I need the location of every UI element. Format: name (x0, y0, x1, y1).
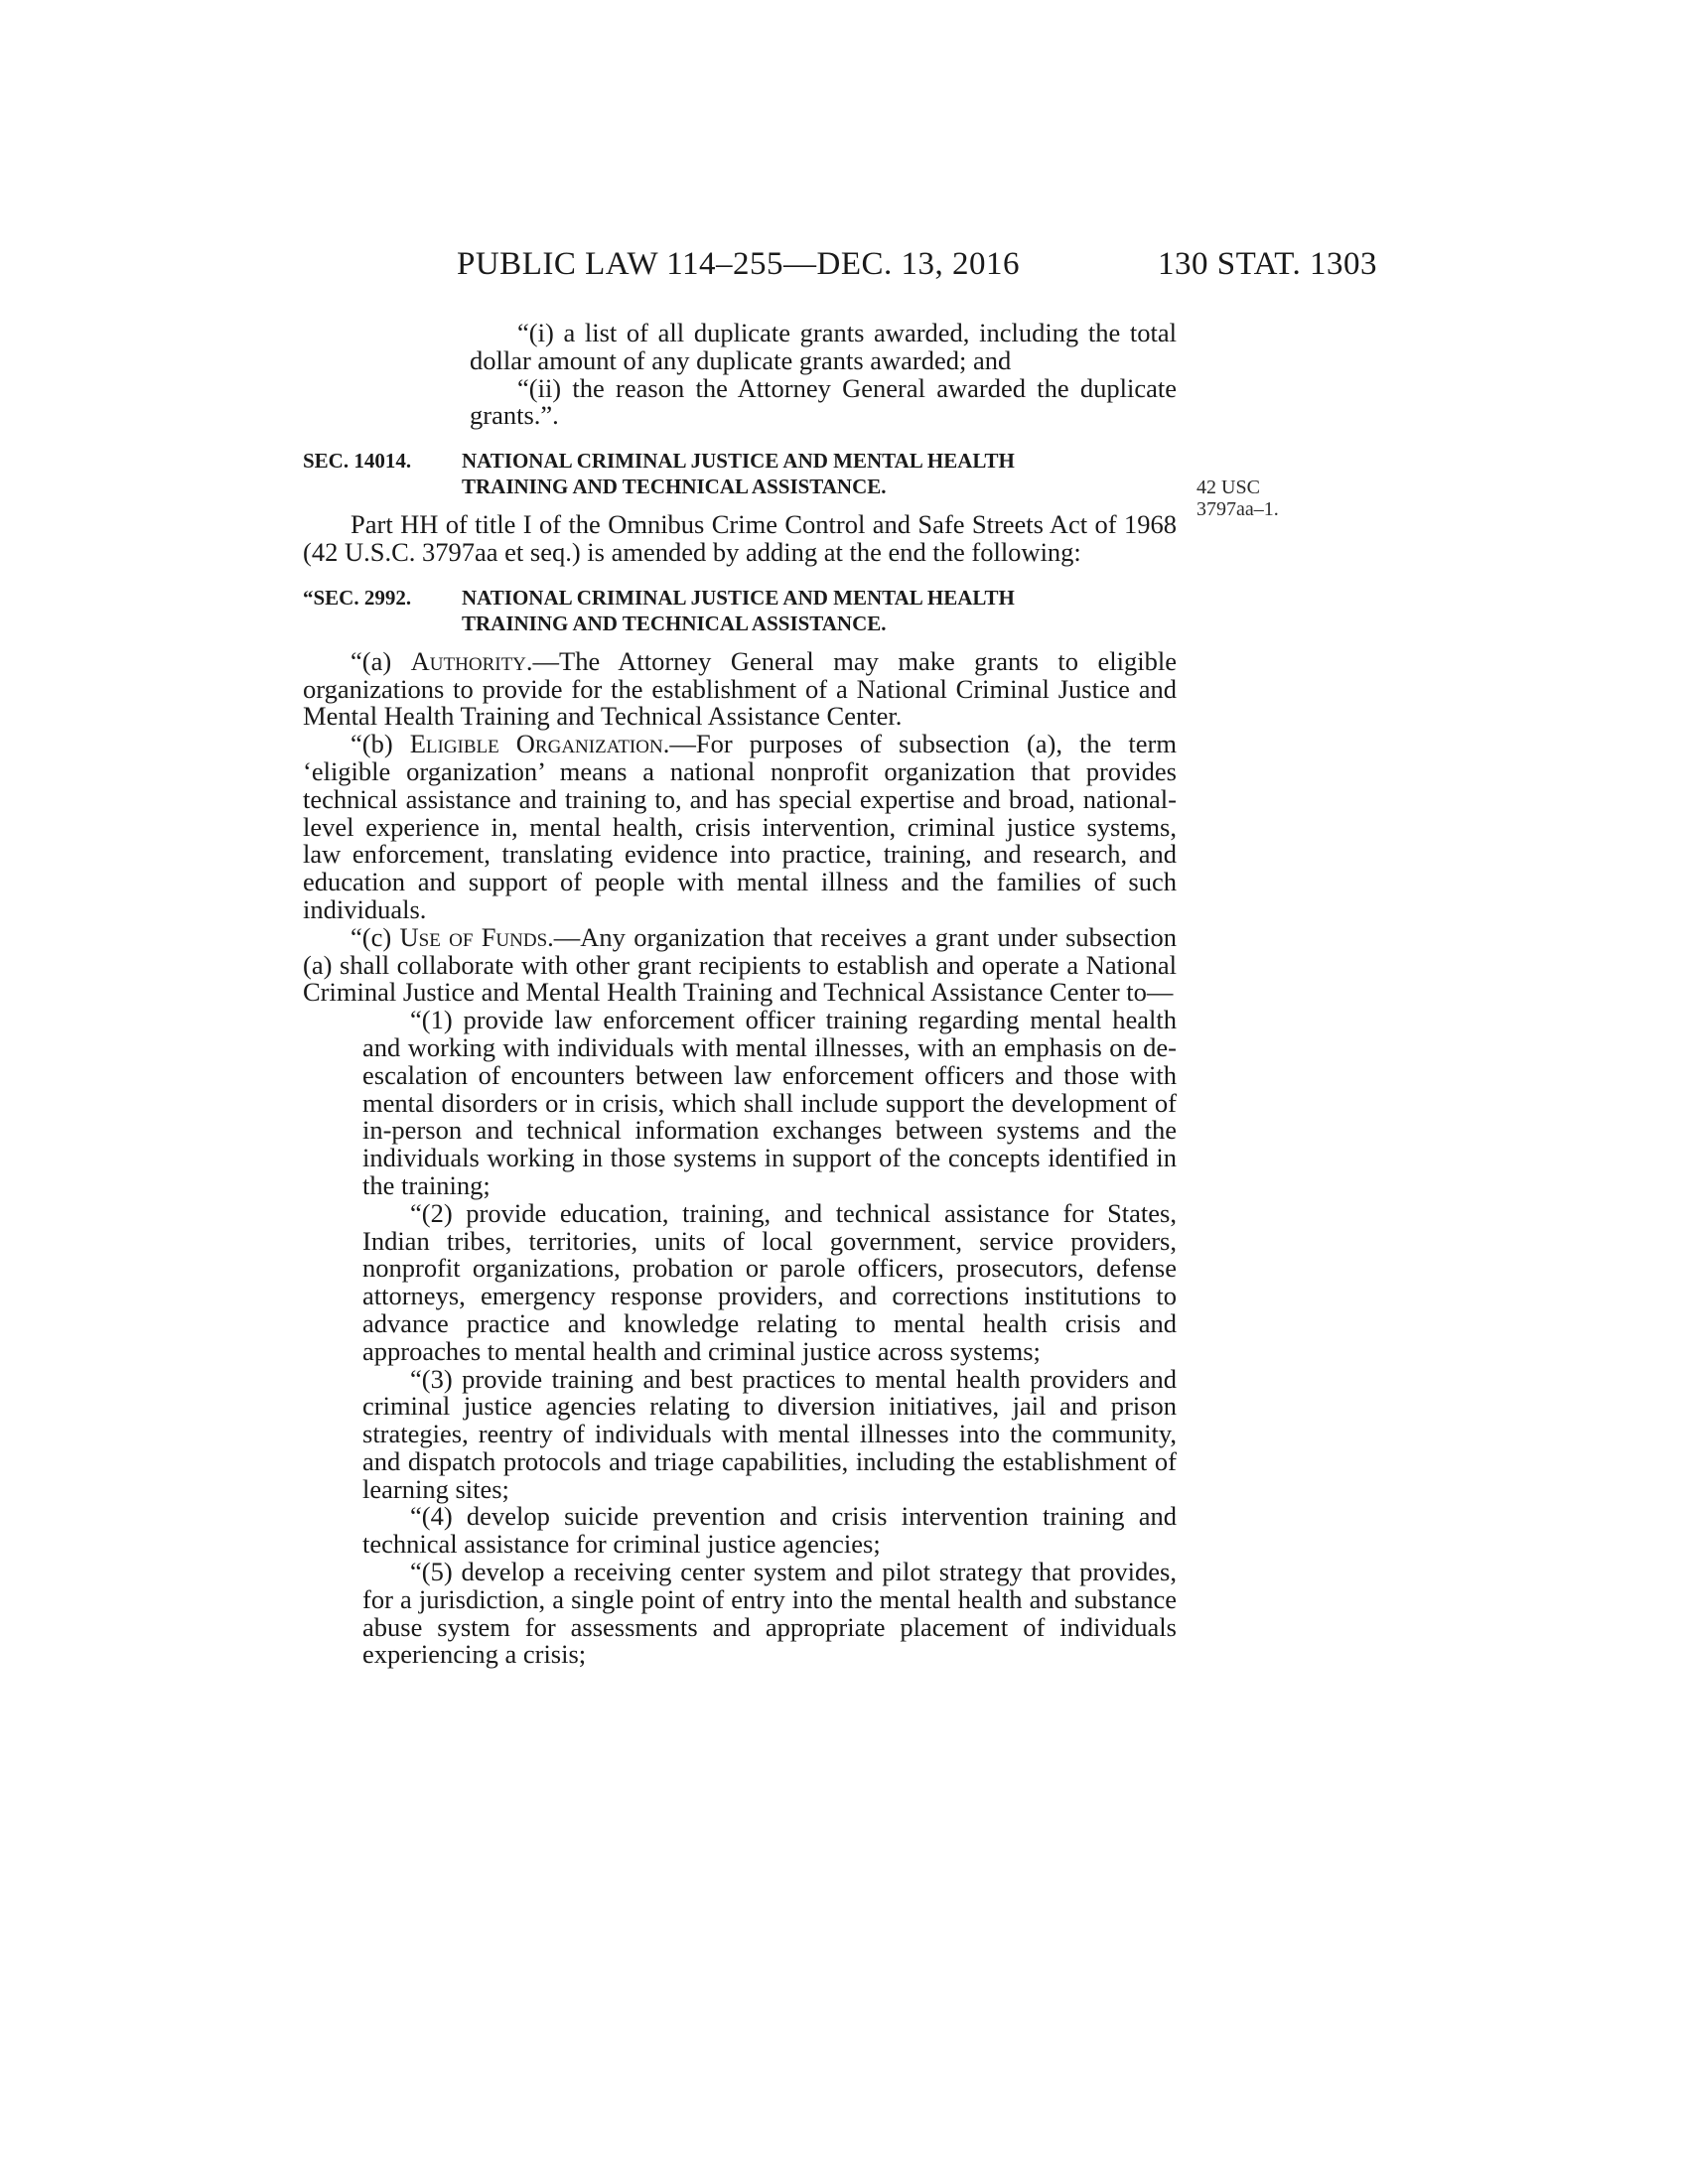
section-title-line: NATIONAL CRIMINAL JUSTICE AND MENTAL HEALTH (462, 585, 1015, 610)
section-number: “SEC. 2992. (303, 585, 412, 610)
section-title (462, 448, 1177, 499)
section-title-line: TRAINING AND TECHNICAL ASSISTANCE. (462, 611, 887, 635)
subsection-heading: Authority (410, 645, 526, 676)
margin-note-line: 3797aa–1. (1196, 498, 1279, 520)
subsection-heading: Use of Funds (399, 921, 548, 952)
paragraph-1: “(1) provide law enforcement officer training regarding mental health and working with individuals with mental illnesses, with an emphasis on de-escalation of encounters between law enforcement officers and those with mental disorders or in crisis, which shall include support the development of in-person and technical information exchanges between systems and the individuals working in those systems in support of the concepts identified in the training; (362, 1005, 1177, 1200)
subsection-text: .—Any organization that receives a grant under subsection (a) shall collaborate with other grant recipients to establish and operate a National Criminal Justice and Mental Health Training and Technical Assistance Center to— (303, 921, 1177, 1008)
subsection-c (303, 921, 1177, 1008)
paragraph-3: “(3) provide training and best practices to mental health providers and criminal justice agencies relating to diversion initiatives, jail and prison strategies, reentry of individuals with mental illnesses into the community, and dispatch protocols and triage capabilities, including the establishment of learning sites; (362, 1363, 1177, 1504)
subsection-text: .—For purposes of subsection (a), the term ‘eligible organization’ means a national nonprofit organization that provides technical assistance and training to, and has special expertise and broad, national-level experience in, mental health, crisis intervention, criminal justice systems, law enforcement, translating evidence into practice, training, and research, and education and support of people with mental illness and the families of such individuals. (303, 729, 1177, 924)
item-i: “(i) a list of all duplicate grants awarded, including the total dollar amount of any duplicate grants awarded; and (470, 318, 1177, 375)
paragraph-list (362, 1007, 1177, 1669)
section-title-line: TRAINING AND TECHNICAL ASSISTANCE. (462, 475, 887, 499)
text-column (303, 320, 1177, 1669)
paragraph-2: “(2) provide education, training, and technical assistance for States, Indian tribes, territories, units of local government, service providers, nonprofit organizations, probation or parole officers, prosecutors, defense attorneys, emergency response providers, and corrections institutions to advance practice and knowledge relating to mental health crisis and approaches to mental health and criminal justice across systems; (362, 1197, 1177, 1366)
paragraph-4: “(4) develop suicide prevention and crisis intervention training and technical assistance for criminal justice agencies; (362, 1501, 1177, 1560)
subsection-b (303, 731, 1177, 924)
running-head: PUBLIC LAW 114–255—DEC. 13, 2016 (457, 246, 1021, 282)
paragraph-5: “(5) develop a receiving center system and pilot strategy that provides, for a jurisdiction, a single point of entry into the mental health and substance abuse system for assessments and appropriate placement of individuals experiencing a crisis; (362, 1557, 1177, 1670)
section-number: SEC. 14014. (303, 449, 412, 474)
subsection-heading: Eligible Organization (409, 729, 663, 759)
section-title (462, 585, 1177, 636)
subsection-text: .—The Attorney General may make grants to eligible organizations to provide for the establishment of a National Criminal Justice and Mental Health Training and Technical Assistance Center. (303, 645, 1177, 732)
subsection-a (303, 645, 1177, 732)
section-heading-14014 (303, 448, 1177, 499)
subsection-prefix: “(b) (351, 729, 410, 759)
page-number: 130 STAT. 1303 (1157, 246, 1377, 282)
subsection-prefix: “(a) (351, 645, 411, 676)
section-title-line: NATIONAL CRIMINAL JUSTICE AND MENTAL HEALTH (462, 449, 1015, 474)
margin-note (1196, 477, 1279, 520)
section-body: Part HH of title I of the Omnibus Crime Control and Safe Streets Act of 1968 (42 U.S.C. 3797aa et seq.) is amended by adding at the end the following: (303, 509, 1177, 567)
carryover-items (470, 320, 1177, 430)
margin-note-line: 42 USC (1196, 477, 1260, 498)
item-ii: “(ii) the reason the Attorney General awarded the duplicate grants.”. (470, 372, 1177, 431)
subsection-prefix: “(c) (351, 921, 400, 952)
section-heading-2992 (303, 585, 1177, 636)
